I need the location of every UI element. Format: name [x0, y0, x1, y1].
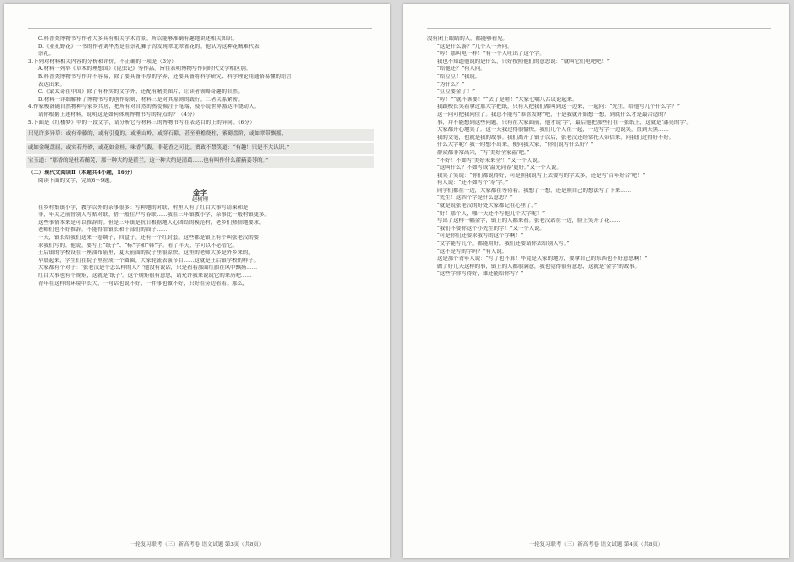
text-line: “好！那个人，哪一天还不写他几个大字呢！” — [437, 210, 545, 217]
text-line: “为什么？” — [437, 81, 465, 88]
text-line: 事，并不能想到这些问题。只有在大家面前，他才说‘字’，最后他把那些打在一张纸上，这就是‘漆亮的字’。 — [437, 119, 692, 126]
text-line: “这叫什么？不如写成‘温光同春’更好。”又一个人说。 — [437, 165, 562, 172]
text-line: 3.下列对材料相关内容的分析和评价，不正确的一项是（3分） — [28, 58, 177, 65]
text-line: 青年在这样的环境中长大，一句话也说不好，一件事也做不好，只好在旁边看着。那么， — [38, 280, 249, 287]
text-line: 早晨起来，学生们在院子里拉成一个圆圈，大家轮流表演节目……这就是王后镇学校的样子。 — [38, 257, 260, 264]
text-line: 王后镇的学校设在一座油布庙里，夏天前面的院子里很凉快。这里的老师大多是外乡来的， — [38, 250, 254, 257]
left-text-block — [28, 36, 372, 185]
text-line: B.科普类博物书写作并不容易，除了要具备丰厚的学养，还要具备将科学研究、科学理论用通俗易懂的语言 — [38, 73, 292, 80]
text-line: 我的文笔，也就是我的故事。我们离开了镇子以后，张老汉还经常托人带信来，问我们过得好不好。 — [437, 134, 675, 141]
text-line: “哼！那叫电一样！”有一个人吐出了这个字。 — [437, 51, 545, 58]
text-line: 做了好几天这样的事，镇上的人都很满意，我也觉得很有意思，这就是‘金字’的故事。 — [437, 263, 640, 270]
text-line: 表达出来。 — [38, 81, 65, 88]
text-line: 我笑了笑说：“你们都说得好，可是照我说写上去要写的字太多，还是写‘百年好合’吧！” — [437, 172, 646, 179]
text-line: A.材料一列举《草木的理想国》《昆虫记》等作品，旨在表明博物写作同时代文学相区别。 — [38, 66, 252, 73]
text-line: 在乡村集镇小学，教学以外的杂事很多：写种地的对联，村里人有了红白大事写请柬和是 — [38, 204, 249, 211]
text-line: “豆豆要金了！” — [437, 89, 475, 96]
text-line: 这是那个青年人说：“写了也不算！毕竟是人家的地方，要拿自己的东西也不好意思啊！” — [437, 256, 648, 263]
text-line: “我们不要你这个小先生的字！”又一个人说。 — [437, 225, 545, 232]
text-line: “不好！不如写‘美好未来全’！”又一个人说。 — [437, 157, 543, 164]
text-line: 宝玉道：“那香的是杜若蘅芜，那一种大约是茝兰，这一种大约是清葛……也有叫作什么藿蒳姜荨的。” — [26, 156, 374, 168]
text-line: 老师们也不好推辞。不能得罪镇长和干部们的面子…… — [38, 227, 168, 234]
text-line: “先生！这四个字是什么意思？” — [437, 195, 513, 202]
right-text-block — [427, 36, 771, 279]
text-line: 只见许多异草：或有牵藤的，或有引蔓的，或垂山岭，或穿石隙，甚至垂檐绕柱，萦砌盘阶，或如翠带飘摇， — [26, 129, 374, 141]
story-body — [28, 205, 372, 289]
text-line: “这是什么游？”几个人一齐问。 — [437, 43, 513, 50]
text-line: 求我们写的。他说，要写上“纸子”、“标”字和“韩”字。看了半天，字可以不必管它。 — [38, 242, 238, 249]
text-line: 同学们都在一边，大家都在等待着。我想了一想，还是照自己的想法写了下来…… — [437, 187, 632, 194]
text-line: D.材料一详细解释了博物书写的创作原则，材料三是对其原则的践行，二者关系紧密。 — [38, 96, 244, 103]
text-line: 这些事情本来是可以推辞的。但是三年镇是抗日根据地人心团结的模范村，老乡们热情地要求， — [38, 219, 265, 226]
text-line: 没有闭上眼睛的人，都能够看见。 — [427, 36, 508, 42]
story-title: 金字 — [193, 188, 207, 198]
right-content — [427, 36, 771, 530]
text-line: “这些字你写得好，谁还能给你写？” — [437, 271, 524, 278]
text-line: C.《蒙太奇在中国》除了有朴实的文字外，还配有精美图片，让读者领略奇趣的自然。 — [38, 89, 244, 96]
text-line: C.科普类博物书写作者大多具有相关学术背景，所以能够准确有趣地讲述相关知识。 — [38, 36, 238, 42]
right-footer: 一轮复习联考（三）新高考卷 语文试题 第4页（共8页） — [528, 542, 664, 548]
text-line: 什么大字呢？我一时想不出来，便问我大家，“你们说写什么好？” — [437, 142, 594, 149]
text-line: 我跟校长笑着拿过那大字把纸，只有人把我们都叫到这一边来，一起问：“先生，给他写几个什么字？” — [437, 104, 680, 111]
text-line: 崇礼。 — [38, 51, 55, 58]
text-line: “文字能写几个，都能用好，我们还要请你去给别人写。” — [437, 241, 570, 248]
left-footer: 一轮复习联考（三）新高考卷 语文试题 第3页（共8页） — [129, 542, 265, 548]
text-line: 4.作家梭洛随自然物种与家乡共居，把所有对自然的热爱倾注于笔端，使小说世界豁达丰饶动人。 — [28, 104, 260, 111]
text-line: 阅读下面的文字，完成6～9题。 — [38, 177, 115, 184]
text-line: （二）现代文阅读Ⅱ（本题共4小题，16分） — [28, 169, 136, 176]
text-line: “就是说张老汉的好处大家都记在心里了。” — [437, 203, 537, 210]
text-line: “哼！”“就不该要！”“去了是啥！”大家七嘴八舌议论起来。 — [437, 96, 578, 103]
text-line: 写出了这样一幅金字，镇上的人都来看。张老汉站在一边，脸上笑开了花…… — [437, 218, 621, 225]
text-line: “给他还？”有人问。 — [437, 66, 486, 73]
text-line: 或如金绳盘屈，或实若丹砂，或花如金桂，味香气馥，非花香之可比。贾政不禁笑道：“有趣！只是不大认识。” — [26, 143, 374, 155]
text-line: 这一问可把我问住了。我总不能写“恭喜发财”吧，于是我就开始想一想，到底什么才是最合适的？ — [437, 111, 669, 118]
text-line: 大家都有个对子：‘张老汉是个怎么样的人？’他没有说话，只是看着那面红旗在风中飘扬…… — [38, 265, 258, 272]
text-line: 红白大事也有个规矩，这就是‘纸子’。这个规矩很有意思，请允许我来说说它的来历吧…… — [38, 273, 252, 280]
right-page — [403, 4, 789, 558]
text-line: 大家都开心地笑了。这一天我过得很愉快，我们几个人在一起，一边写字一边说笑，直到天黑…… — [437, 127, 669, 134]
text-line: 一天，镇长给我们送来一卷绸子，四盒子，还有一个红封套。这些都是镇上有个叫张老汉的要 — [38, 235, 260, 242]
text-line: 5.下面是《红楼梦》中的一段文字，请分析它与材料三的博物书写在表达目的上的异同。（6分） — [28, 119, 255, 126]
text-line: 有人说：“还不如写个‘寿’字。” — [437, 180, 508, 187]
text-line: 群众都非常高兴，“写‘美好全家福’吧。” — [437, 149, 530, 156]
left-content — [28, 36, 372, 530]
text-line: “这不是写的字吗？”有人说。 — [437, 248, 508, 255]
text-line: D.《亚孔野花》一书的作者刘华杰是在崇礼狮子沟发现翠北翠雀花的，他认为这种花贼难代表 — [38, 43, 260, 50]
text-line: 请你根据上述材料，说明这是如何体现博物书写的特点的？（4分） — [38, 111, 198, 118]
text-line: 非，年关之前替别人写贴对联，借一般住户写春联……我在三年镇教小学，杂事比一般村镇更多。 — [38, 212, 270, 219]
text-line: “可是你们还要求我写的这个字啊！” — [437, 233, 524, 240]
text-line: “给豆豆！”我说。 — [437, 73, 481, 80]
header-rule — [28, 28, 372, 29]
text-line: 我也不知道他说的是什么，只好按照他们的意思说：“就叫它们电吧吧！” — [437, 58, 610, 65]
header-rule — [427, 28, 771, 29]
left-page — [4, 4, 390, 558]
story-author: 赵树理 — [191, 197, 209, 204]
